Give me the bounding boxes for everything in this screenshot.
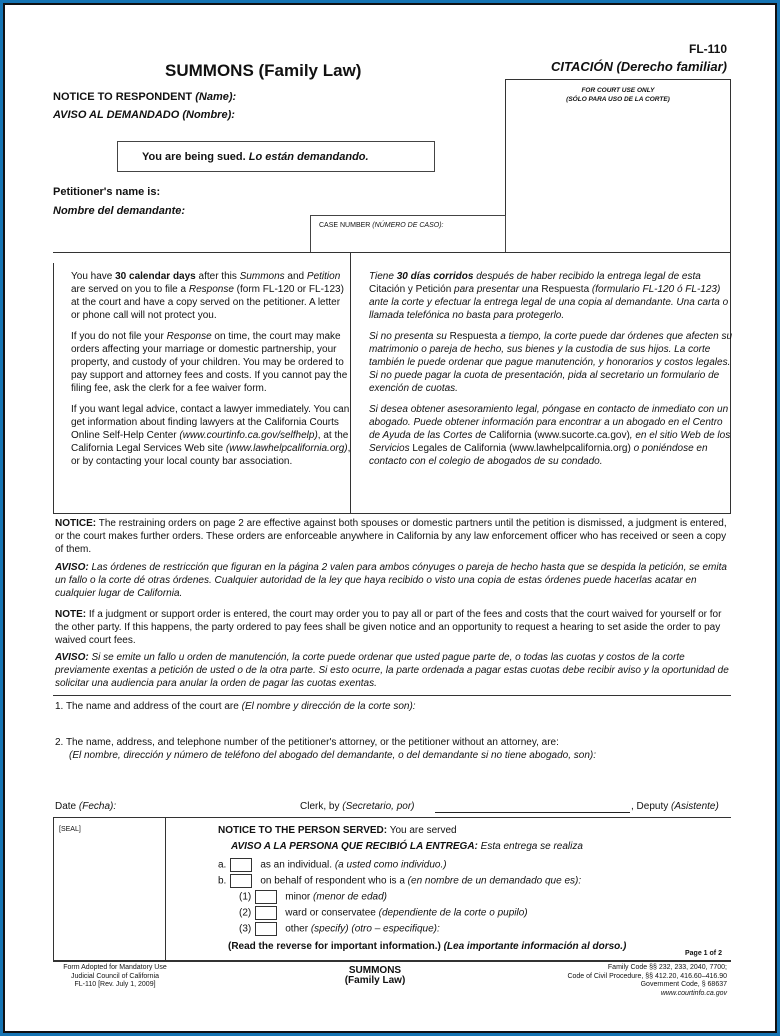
- footer-left-line: Judicial Council of California: [71, 972, 159, 980]
- footer-left: [55, 964, 175, 990]
- box-left-border: [53, 263, 54, 513]
- divider: [53, 695, 731, 696]
- served-heading: NOTICE TO THE PERSON SERVED: You are served: [218, 825, 457, 836]
- item-2-es: (El nombre, dirección y número de teléfono del abogado del demandante, o del demandante si no tiene abogado, son):: [69, 750, 597, 761]
- court-use-only-label: FOR COURT USE ONLY: [581, 87, 655, 94]
- sued-notice-es: Lo están demandando.: [248, 151, 369, 163]
- footer-title: SUMMONS: [348, 965, 402, 976]
- footer-subtitle: (Family Law): [344, 975, 406, 986]
- page-frame: [3, 3, 777, 1033]
- reverse-note: (Read the reverse for important information.) (Lea importante información al dorso.): [228, 941, 627, 952]
- deputy-label: , Deputy (Asistente): [631, 801, 719, 812]
- case-number-label: CASE NUMBER: [319, 222, 371, 229]
- box-bottom-border: [53, 513, 731, 514]
- checkbox-minor[interactable]: [255, 890, 277, 904]
- footer-left-line: Form Adopted for Mandatory Use: [63, 964, 167, 971]
- footer-right-line: Family Code §§ 232, 233, 2040, 7700;: [607, 964, 727, 971]
- served-option-b: b. on behalf of respondent who is a (en nombre de un demandado que es):: [218, 875, 582, 887]
- footer-center: [335, 966, 415, 986]
- respondent-label: [53, 91, 236, 103]
- case-number-label-es: (NÚMERO DE CASO):: [372, 222, 444, 229]
- case-number-box[interactable]: [310, 215, 506, 253]
- form-title: SUMMONS (Family Law): [165, 61, 362, 80]
- attorney-info-field[interactable]: [65, 765, 725, 795]
- instructions-en-p3: If you want legal advice, contact a lawyer immediately. You can get information about finding lawyers at the California Courts Online Self-Help Center (www.courtinfo.ca.gov/selfhelp), at the California Legal Services Web site (www.lawhelpcalifornia.org), or by contacting your local county bar association.: [71, 404, 351, 467]
- served-suboption-1: (1) minor (menor de edad): [239, 891, 387, 903]
- other-specify-field[interactable]: [455, 922, 725, 936]
- instructions-spanish: [369, 270, 734, 476]
- court-use-only-label-es: (SÓLO PARA USO DE LA CORTE): [566, 96, 670, 103]
- sued-notice-en: You are being sued.: [142, 151, 246, 163]
- clerk-label: Clerk, by (Secretario, por): [300, 801, 415, 812]
- date-field[interactable]: [125, 799, 285, 813]
- footer-right-line: Code of Civil Procedure, §§ 412.20, 416.60–416.90: [567, 972, 727, 980]
- lawhelp-link[interactable]: (www.lawhelpcalifornia.org): [225, 443, 348, 454]
- petitioner-label-es: Nombre del demandante:: [53, 205, 186, 217]
- note-paragraph: NOTE: If a judgment or support order is entered, the court may order you to pay all or part of the fees and costs that the court waived for yourself or for the other party. If this happens, the party ordered to pay fees shall be given notice and an opportunity to request a hearing to set aside the order to pay waived court fees.: [55, 609, 722, 646]
- footer-right: [567, 964, 727, 998]
- instructions-english: [71, 270, 351, 476]
- respondent-label-suffix: (Name):: [195, 91, 237, 103]
- sued-notice-box: [117, 141, 435, 172]
- petitioner-label: Petitioner's name is:: [53, 186, 161, 198]
- petitioner-name-field[interactable]: [195, 186, 305, 216]
- item-2: 2. The name, address, and telephone number of the petitioner's attorney, or the petitioner without an attorney, are:: [55, 737, 559, 748]
- notice-paragraph: NOTICE: The restraining orders on page 2 are effective against both spouses or domestic partners until the petition is dismissed, a judgment is entered, or the court makes further orders. These orders are enforceable anywhere in California by any law enforcement officer who has received or seen a copy of them.: [55, 518, 727, 555]
- instructions-en-p2: If you do not file your Response on time, the court may make orders affecting your marriage or domestic partnership, your property, and custody of your children. You may be ordered to pay support and attorney fees and costs. If you cannot pay the filing fee, ask the clerk for a fee waiver form.: [71, 331, 348, 394]
- clerk-signature-field[interactable]: [435, 801, 630, 813]
- form-number: FL-110: [688, 42, 727, 56]
- served-suboption-3: (3) other (specify) (otro – especifique):: [239, 923, 440, 935]
- footer-divider: [53, 960, 731, 962]
- footer-left-line: FL-110 [Rev. July 1, 2009]: [74, 981, 156, 988]
- instructions-es-p2: Si no presenta su Respuesta a tiempo, la corte puede dar órdenes que afecten su matrimonio o pareja de hecho, sus bienes y la custodia de sus hijos. La corte también le puede ordenar que pague manutención, y honorarios y costos legales. Si no puede pagar la cuota de presentación, pida al secretario un formulario de exención de cuotas.: [369, 331, 733, 394]
- instructions-es-p3: Si desea obtener asesoramiento legal, póngase en contacto de inmediato con un abogado. Puede obtener información para encontrar a un abogado en el Centro de Ayuda de las Cortes de California (www.sucorte.ca.gov), en el sitio Web de los Servicios Legales de California (www.lawhelpcalifornia.org) o poniéndose en contacto con el colegio de abogados de su condado.: [369, 404, 731, 467]
- box-left-border: [53, 817, 54, 960]
- checkbox-individual[interactable]: [230, 858, 252, 872]
- respondent-label-en: NOTICE TO RESPONDENT: [53, 91, 193, 103]
- form-title-es: CITACIÓN (Derecho familiar): [550, 59, 727, 74]
- checkbox-on-behalf[interactable]: [230, 874, 252, 888]
- selfhelp-link[interactable]: (www.courtinfo.ca.gov/selfhelp): [179, 430, 318, 441]
- served-option-a: a. as an individual. (a usted como individuo.): [218, 859, 447, 871]
- lawhelp-es-link[interactable]: Legales de California (www.lawhelpcalifornia.org): [412, 443, 631, 454]
- seal-label: [SEAL]: [59, 826, 81, 833]
- aviso-paragraph-2: AVISO: Si se emite un fallo u orden de manutención, la corte puede ordenar que usted pague parte de, o todas las cuotas y costos de la corte previamente exentas a petición de usted o de la otra parte. Si esto ocurre, la parte ordenada a pagar estas cuotas debe recibir aviso y la oportunidad de solicitar una audiencia para anular la orden de pagar las cuotas exentas.: [55, 652, 729, 689]
- footer-right-line: Government Code, § 68637: [640, 981, 727, 988]
- divider: [53, 817, 731, 818]
- served-suboption-2: (2) ward or conservatee (dependiente de la corte o pupilo): [239, 907, 528, 919]
- divider: [53, 252, 731, 253]
- seal-divider: [165, 817, 166, 960]
- instructions-en-p1: You have 30 calendar days after this Summons and Petition are served on you to file a Response (form FL-120 or FL-123) at the court and have a copy served on the petitioner. A letter or phone call will not protect you.: [71, 271, 344, 321]
- served-heading-es: AVISO A LA PERSONA QUE RECIBIÓ LA ENTREGA: Esta entrega se realiza: [231, 841, 583, 852]
- checkbox-ward[interactable]: [255, 906, 277, 920]
- checkbox-other[interactable]: [255, 922, 277, 936]
- aviso-paragraph-1: AVISO: Las órdenes de restricción que figuran en la página 2 valen para ambos cónyuges o pareja de hecho hasta que se despida la petición, se emita un fallo o la corte dé otras órdenes. Cualquier autoridad de la ley que haya recibido o visto una copia de estas órdenes puede hacerlas acatar en cualquier lugar de California.: [55, 562, 727, 599]
- court-address-field[interactable]: [65, 717, 725, 735]
- respondent-name-field[interactable]: [245, 91, 495, 121]
- form-page: [5, 5, 775, 1031]
- footer-website-link[interactable]: www.courtinfo.ca.gov: [660, 989, 727, 997]
- page-number: Page 1 of 2: [685, 950, 722, 957]
- respondent-label-es: AVISO AL DEMANDADO (Nombre):: [53, 109, 235, 121]
- court-use-box: [505, 79, 731, 253]
- sucorte-link[interactable]: California (www.sucorte.ca.gov): [489, 430, 630, 441]
- instructions-es-p1: Tiene 30 días corridos después de haber recibido la entrega legal de esta Citación y Petición para presentar una Respuesta (formulario FL-120 ó FL-123) ante la corte y efectuar la entrega legal de una copia al demandante. Una carta o llamada telefónica no basta para protegerlo.: [369, 271, 729, 321]
- item-1: 1. The name and address of the court are (El nombre y dirección de la corte son):: [55, 701, 416, 712]
- date-label: Date (Fecha):: [55, 801, 117, 812]
